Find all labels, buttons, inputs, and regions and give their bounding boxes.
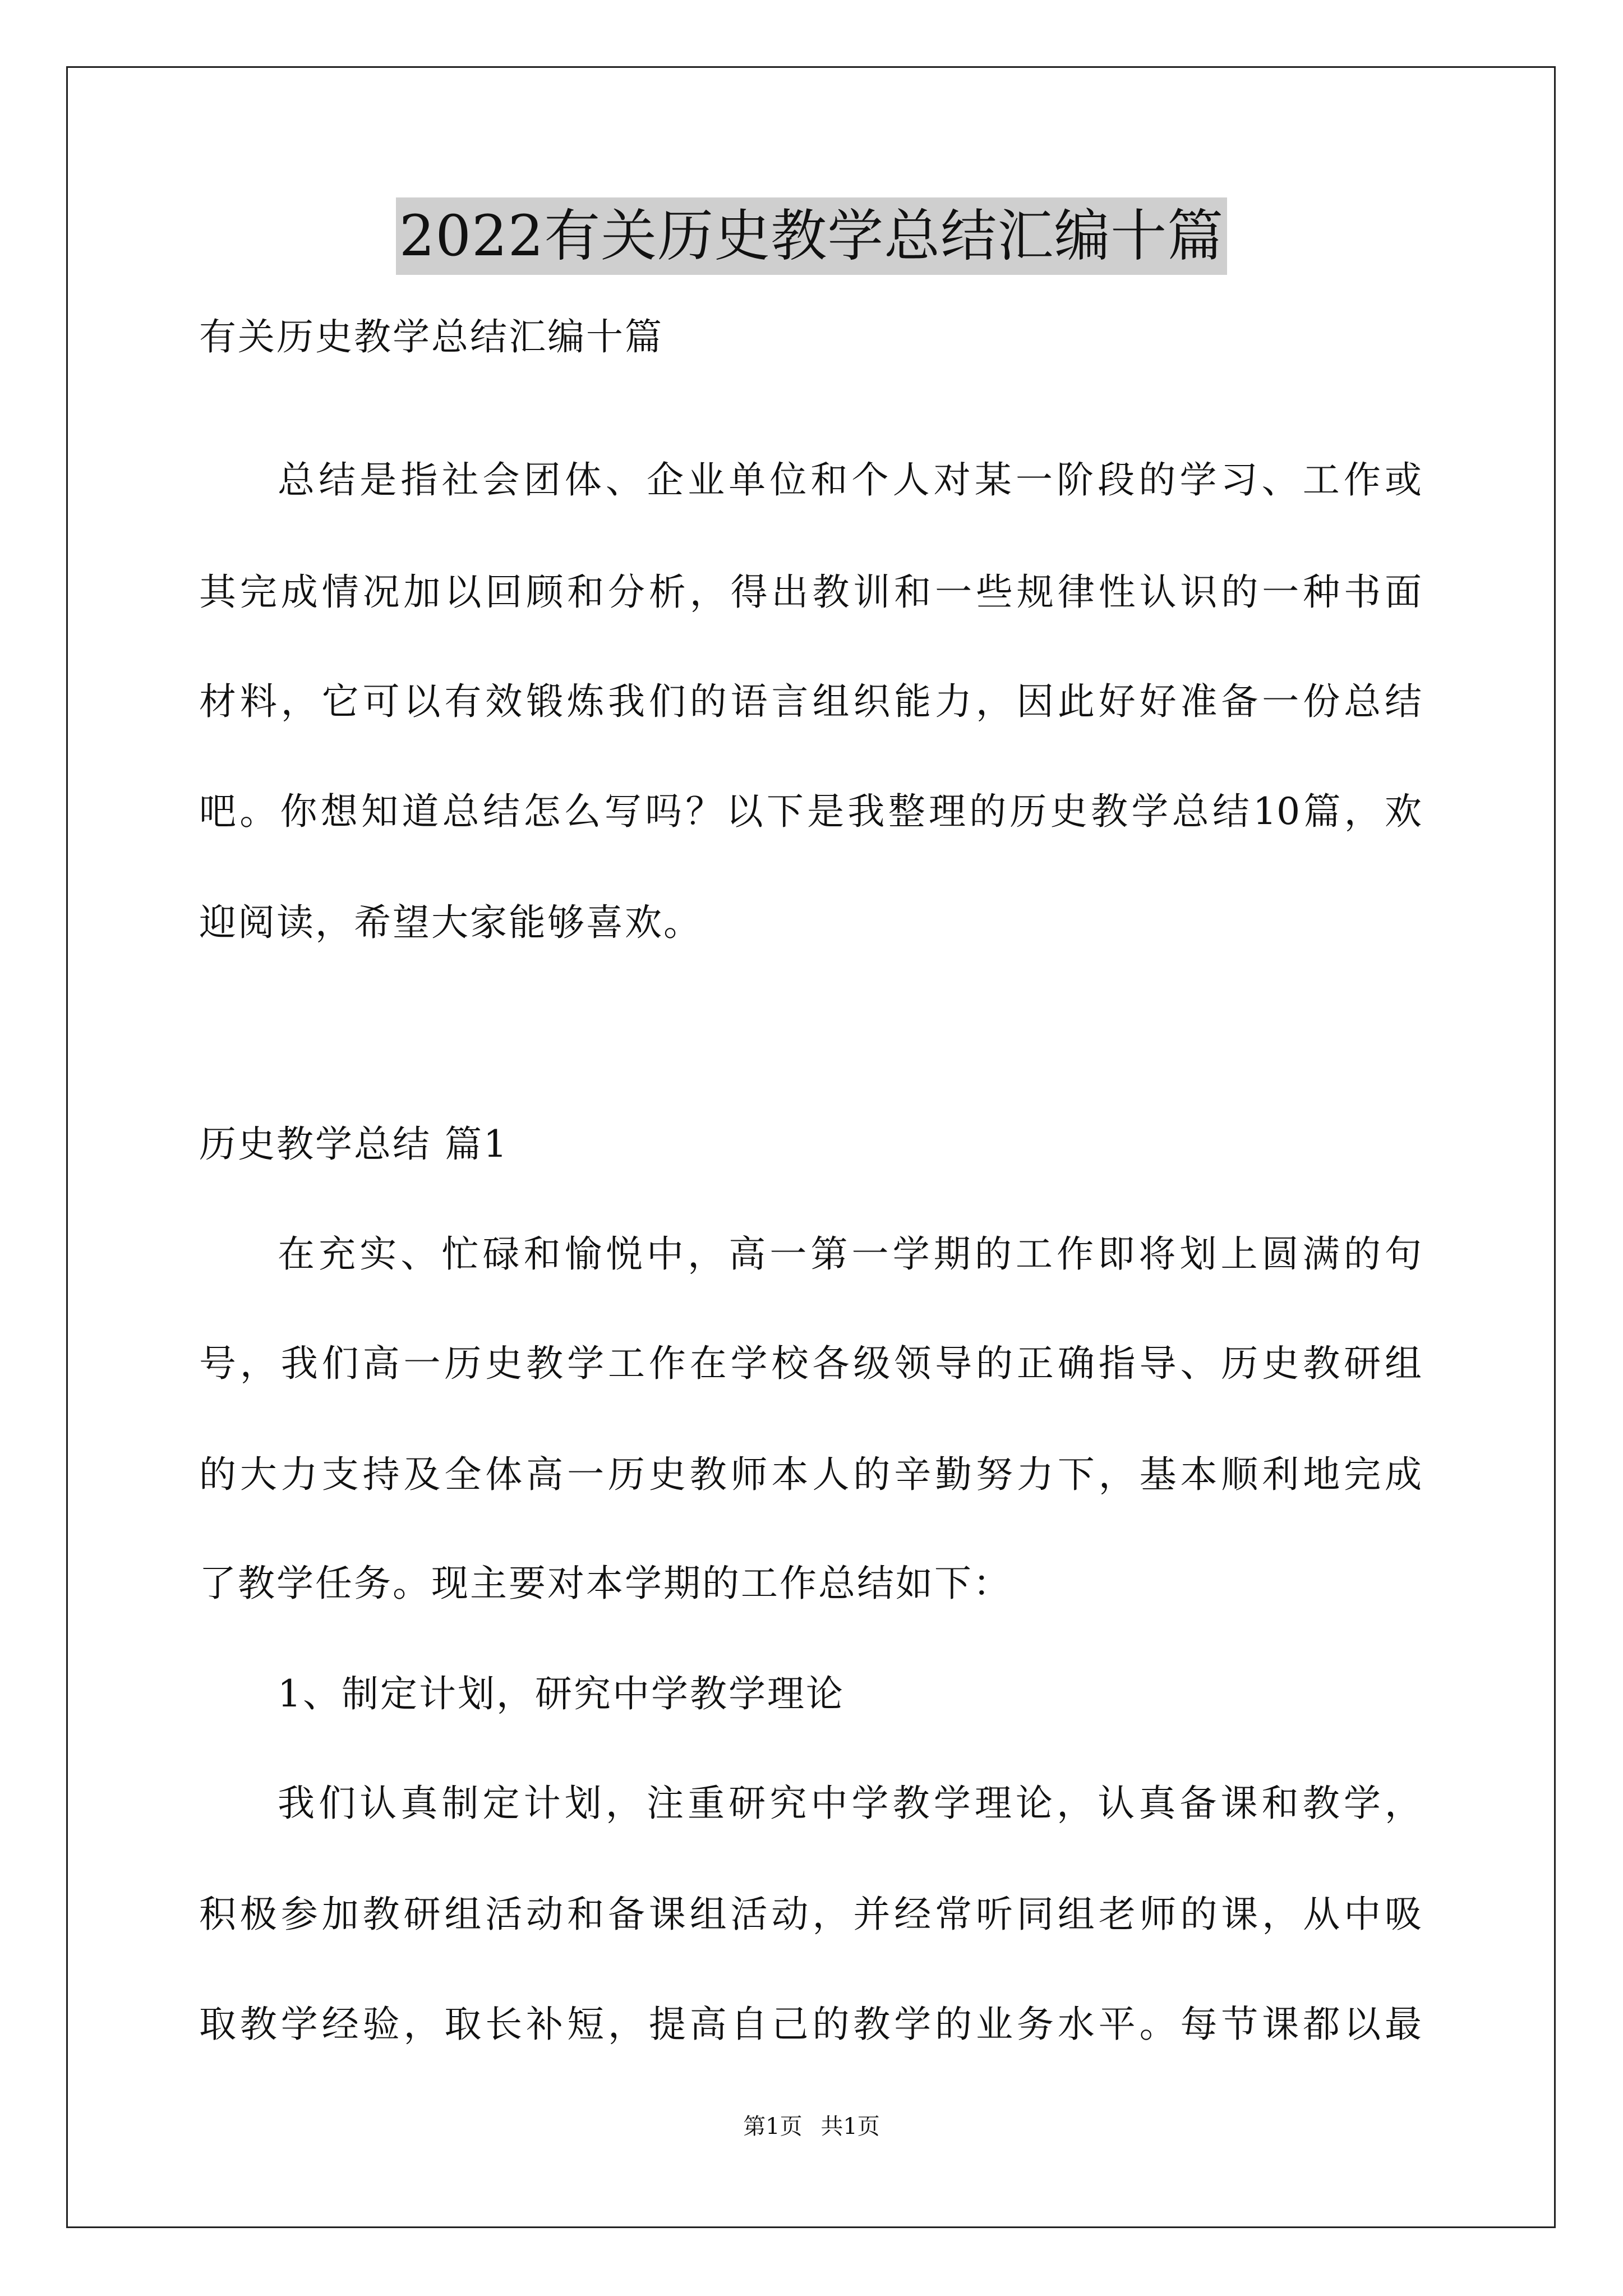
page-number: 第1页 — [743, 2114, 803, 2139]
page-total: 共1页 — [820, 2114, 880, 2139]
section-line-4: 了教学任务。现主要对本学期的工作总结如下： — [199, 1562, 1012, 1605]
title-block — [0, 197, 1623, 275]
intro-line-3: 材料，它可以有效锻炼我们的语言组织能力，因此好好准备一份总结 — [199, 680, 1422, 723]
point-line-1: 我们认真制定计划，注重研究中学教学理论，认真备课和教学， — [278, 1782, 1422, 1825]
section-line-1: 在充实、忙碌和愉悦中，高一第一学期的工作即将划上圆满的句 — [278, 1232, 1422, 1276]
point-heading: 1、制定计划，研究中学教学理论 — [278, 1672, 845, 1715]
point-line-2: 积极参加教研组活动和备课组活动，并经常听同组老师的课，从中吸 — [199, 1893, 1422, 1936]
intro-line-2: 其完成情况加以回顾和分析，得出教训和一些规律性认识的一种书面 — [199, 570, 1422, 614]
intro-line-4: 吧。你想知道总结怎么写吗？以下是我整理的历史教学总结10篇，欢 — [199, 790, 1422, 833]
document-subtitle: 有关历史教学总结汇编十篇 — [199, 315, 663, 358]
section-line-3: 的大力支持及全体高一历史教师本人的辛勤努力下，基本顺利地完成 — [199, 1453, 1422, 1496]
page-footer — [0, 2113, 1623, 2141]
intro-line-5: 迎阅读，希望大家能够喜欢。 — [199, 901, 702, 944]
section-line-2: 号，我们高一历史教学工作在学校各级领导的正确指导、历史教研组 — [199, 1342, 1422, 1385]
point-line-3: 取教学经验，取长补短，提高自己的教学的业务水平。每节课都以最 — [199, 2003, 1422, 2046]
section-heading: 历史教学总结 篇1 — [199, 1122, 509, 1166]
document-title: 2022有关历史教学总结汇编十篇 — [396, 197, 1228, 275]
intro-line-1: 总结是指社会团体、企业单位和个人对某一阶段的学习、工作或 — [278, 458, 1422, 501]
